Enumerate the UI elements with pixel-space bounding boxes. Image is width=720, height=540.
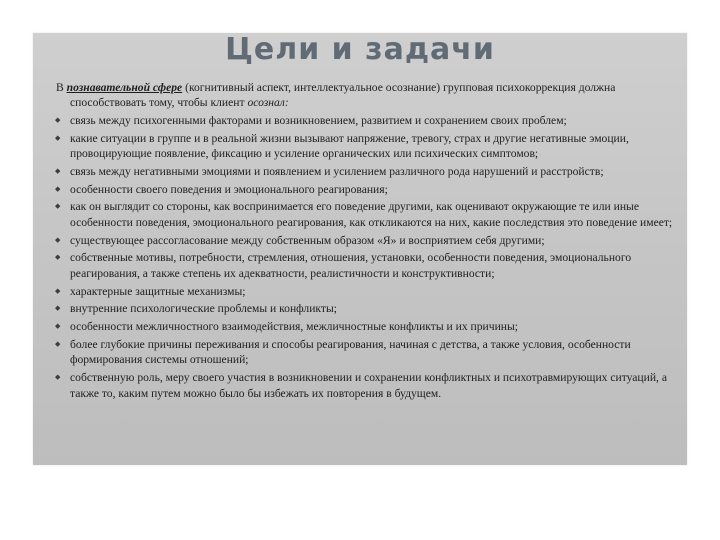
- bullet-icon: ◆: [55, 253, 61, 262]
- slide-title: Цели и задачи: [225, 32, 495, 67]
- bullet-icon: ◆: [55, 166, 61, 175]
- list-item: [56, 233, 684, 248]
- list-item-text: связь между негативными эмоциями и появлением и усилением различного рода нарушений и расстройств;: [70, 164, 604, 178]
- list-item: [56, 199, 684, 230]
- list-item-text: характерные защитные механизмы;: [70, 284, 246, 298]
- intro-realized: осознал:: [247, 96, 289, 110]
- list-item-text: какие ситуации в группе и в реальной жизни вызывают напряжение, тревогу, страх и другие негативные эмоции, провоцирующие появление, фиксацию и усиление органических или психических симптомов;: [70, 131, 629, 161]
- list-item-text: как он выглядит со стороны, как воспринимается его поведение другими, как оценивают окружающие те или иные особенности поведения, эмоционального реагирования, как откликаются на них, какие последствия это поведение имеет;: [70, 200, 673, 229]
- intro-paragraph: [56, 80, 684, 111]
- list-item: [56, 370, 684, 401]
- list-item: [56, 131, 684, 162]
- bullet-icon: ◆: [55, 322, 61, 331]
- list-item-text: собственные мотивы, потребности, стремления, отношения, установки, особенности поведения, эмоционального реагирования, а также степень их адекватности, реалистичности и конструктивности;: [70, 251, 632, 280]
- list-item: [56, 301, 684, 316]
- intro-prefix: В: [56, 81, 67, 94]
- list-item-text: особенности межличностного взаимодействия, межличностные конфликты и их причины;: [70, 320, 518, 334]
- bullet-icon: ◆: [55, 304, 61, 313]
- bullet-icon: ◆: [55, 115, 61, 124]
- bullet-icon: ◆: [55, 340, 61, 348]
- list-item-text: более глубокие причины переживания и способы реагирования, начиная с детства, а также условия, особенности формирования системы отношений;: [70, 338, 631, 367]
- list-item: [56, 319, 684, 334]
- list-item: [56, 164, 684, 179]
- list-item-text: внутренние психологические проблемы и конфликты;: [70, 302, 337, 316]
- slide-body: [56, 80, 684, 403]
- bullet-icon: ◆: [55, 133, 61, 142]
- bullet-icon: ◆: [55, 184, 61, 193]
- intro-sphere: познавательной сфере: [66, 81, 183, 94]
- list-item-text: связь между психогенными факторами и возникновением, развитием и сохранением своих проблем;: [70, 113, 567, 127]
- list-item-text: существующее рассогласование между собственным образом «Я» и восприятием себя другими;: [70, 233, 545, 247]
- list-item: [56, 337, 684, 368]
- bullet-icon: ◆: [55, 373, 61, 382]
- bullet-icon: ◆: [55, 286, 61, 295]
- list-item: [56, 113, 684, 128]
- intro-middle: (когнитивный аспект, интеллектуальное осознание) групповая психокоррекция должна способствовать тому, чтобы клиент: [70, 81, 616, 110]
- list-item: [56, 182, 684, 197]
- bullet-icon: ◆: [55, 235, 61, 244]
- list-item: [56, 284, 684, 299]
- list-item-text: собственную роль, меру своего участия в возникновении и сохранении конфликтных и психотравмирующих ситуаций, а также то, каким путем можно было бы избежать их повторения в будущем.: [70, 371, 667, 400]
- bullet-list: [56, 113, 684, 401]
- list-item: [56, 250, 684, 281]
- list-item-text: особенности своего поведения и эмоционального реагирования;: [70, 182, 388, 196]
- bullet-icon: ◆: [55, 202, 61, 211]
